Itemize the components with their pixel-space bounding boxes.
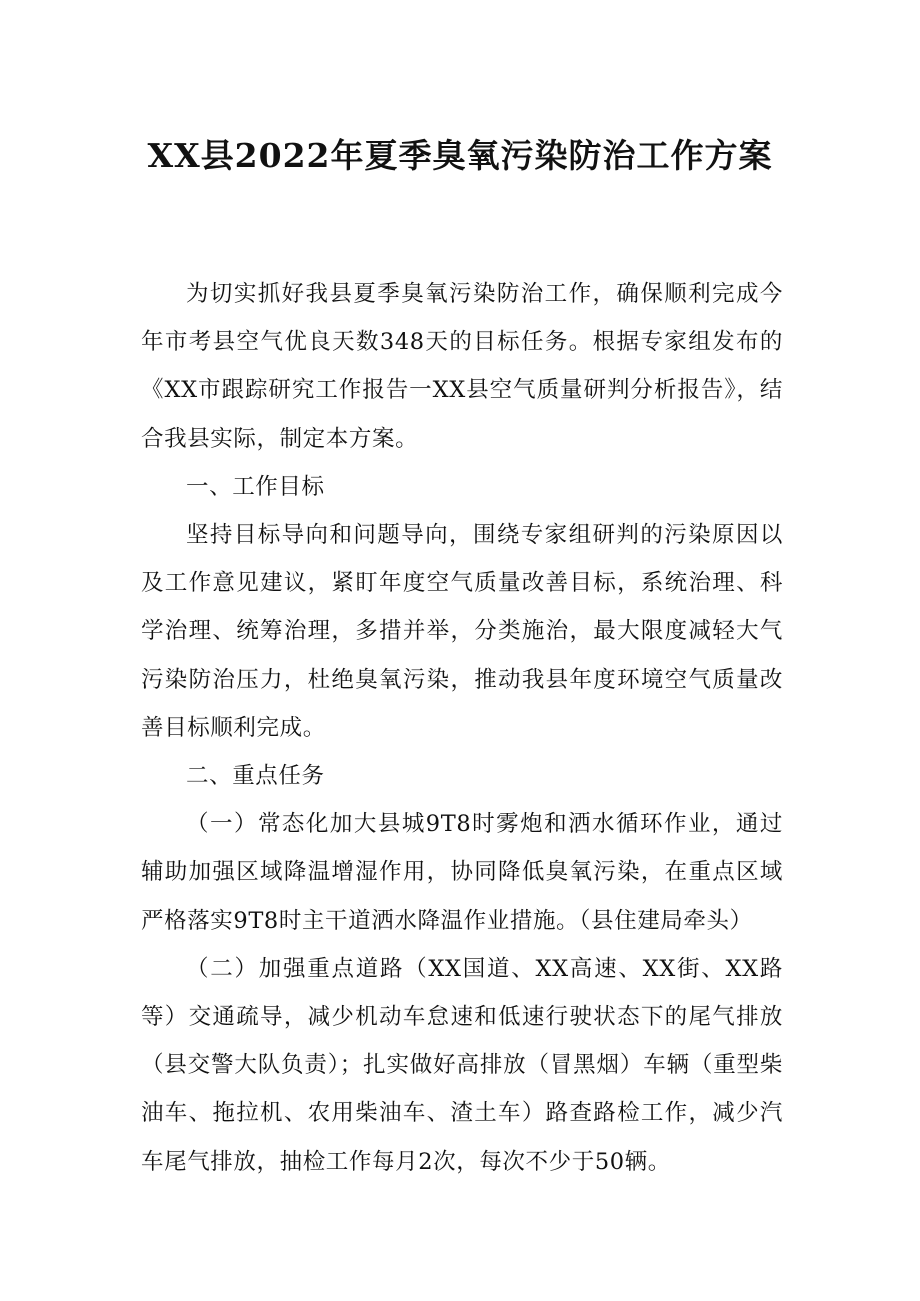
section-heading-tasks: 二、重点任务 bbox=[186, 763, 325, 790]
intro-paragraph: 为切实抓好我县夏季臭氧污染防治工作，确保顺利完成今年市考县空气优良天数348天的目标任务。根据专家组发布的《XX市跟踪研究工作报告一XX县空气质量研判分析报告》，结合我县实际，制定本方案。 bbox=[141, 281, 783, 452]
section-heading-goals: 一、工作目标 bbox=[186, 473, 325, 500]
goals-paragraph: 坚持目标导向和问题导向，围绕专家组研判的污染原因以及工作意见建议，紧盯年度空气质量改善目标，系统治理、科学治理、统筹治理，多措并举，分类施治，最大限度减轻大气污染防治压力，杜绝臭氧污染，推动我县年度环境空气质量改善目标顺利完成。 bbox=[141, 522, 783, 741]
task-item-2: （二）加强重点道路（XX国道、XX高速、XX街、XX路等）交通疏导，减少机动车怠速和低速行驶状态下的尾气排放（县交警大队负责）；扎实做好高排放（冒黑烟）车辆（重型柴油车、拖拉机、农用柴油车、渣土车）路查路检工作，减少汽车尾气排放，抽检工作每月2次，每次不少于50辆。 bbox=[141, 955, 783, 1175]
document-body bbox=[141, 270, 783, 1186]
document-title: XX县2022年夏季臭氧污染防治工作方案 bbox=[147, 136, 773, 175]
task-item-1: （一）常态化加大县城9T8时雾炮和洒水循环作业，通过辅助加强区域降温增湿作用，协同降低臭氧污染，在重点区域严格落实9T8时主干道洒水降温作业措施。（县住建局牵头） bbox=[141, 811, 783, 934]
